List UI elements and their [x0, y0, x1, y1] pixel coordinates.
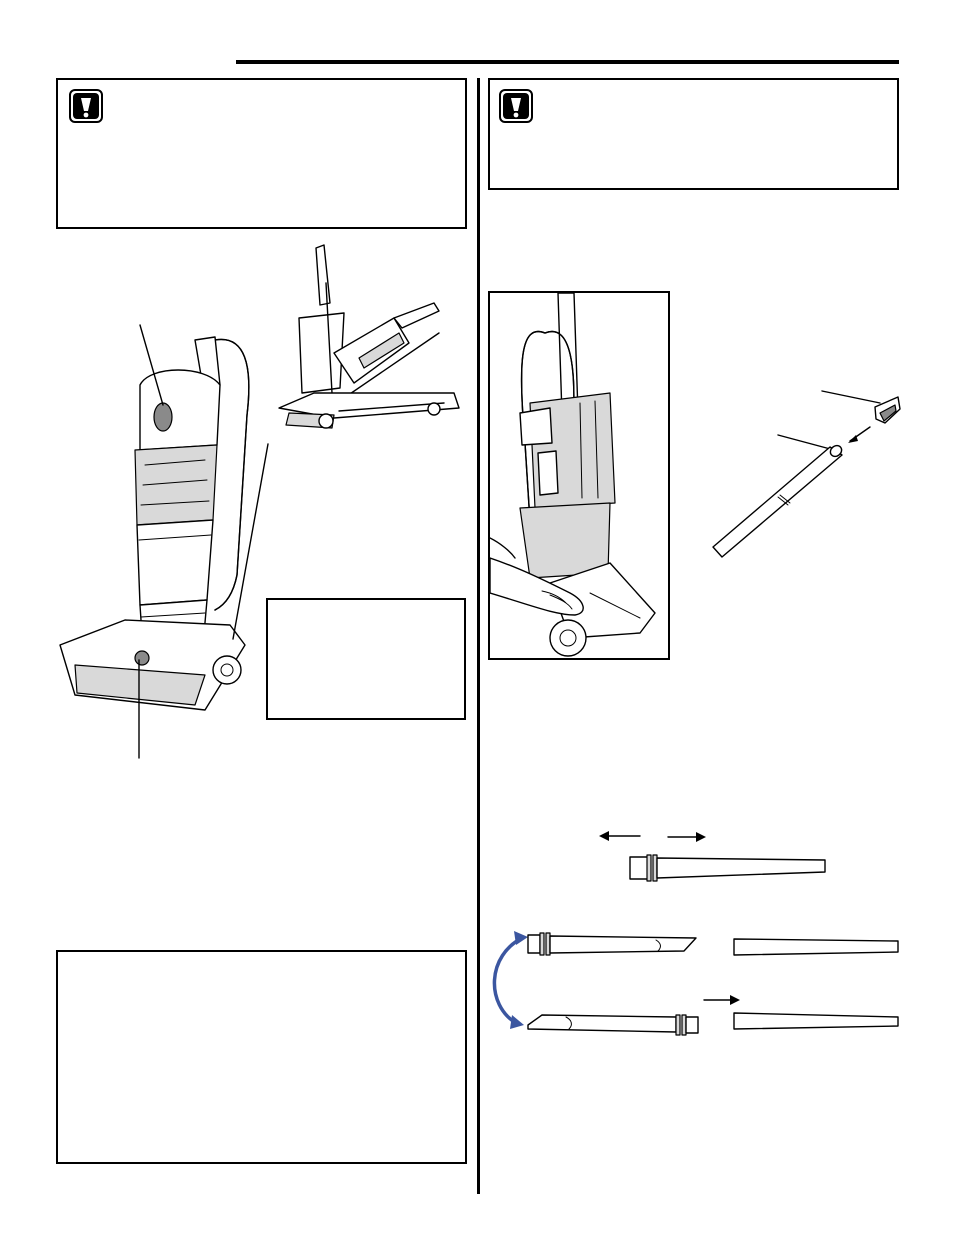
telescoping-wand-illustration — [595, 826, 835, 886]
warning-box-right — [488, 78, 899, 190]
warning-box-left — [56, 78, 467, 229]
header-rule — [236, 60, 899, 64]
vacuum-with-hand-illustration — [490, 293, 668, 658]
vacuum-hose-figure-frame — [488, 291, 670, 660]
crevice-tool-flip-illustration — [486, 925, 906, 1040]
warning-exclamation-icon — [499, 89, 533, 123]
hose-callout-line — [228, 444, 270, 644]
extension-wand-with-brush-illustration — [710, 385, 910, 565]
column-divider — [477, 78, 480, 1194]
note-box-small — [266, 598, 466, 720]
warning-exclamation-icon — [69, 89, 103, 123]
info-box-left-bottom — [56, 950, 467, 1164]
reclined-vacuum-illustration — [274, 243, 464, 433]
